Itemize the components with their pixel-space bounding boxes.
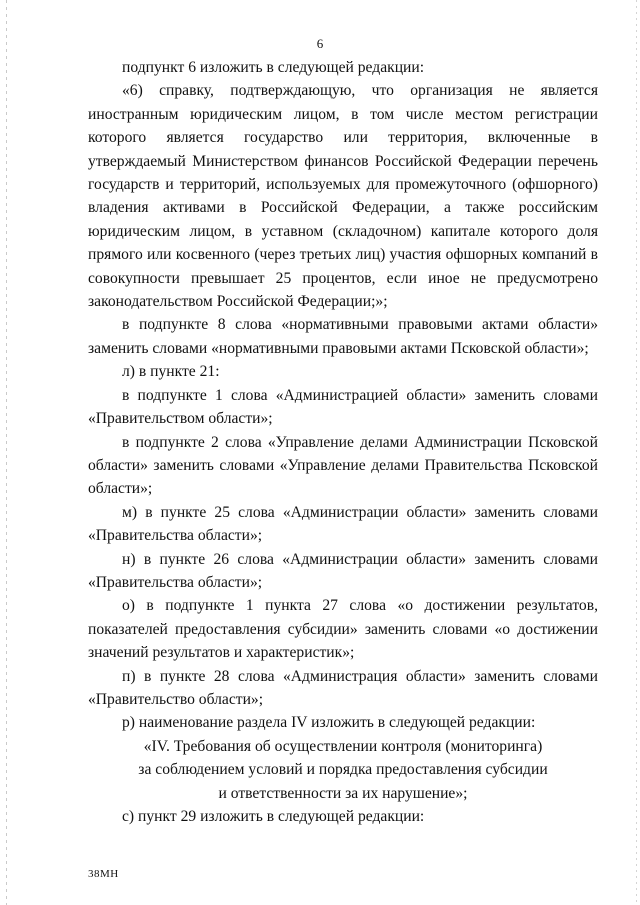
paragraph-item-s: с) пункт 29 изложить в следующей редакции: xyxy=(122,808,425,825)
footer-document-code: 38МН xyxy=(88,868,119,880)
paragraph-subpoint-8: в подпункте 8 слова «нормативными правовыми актами области» заменить словами «нормативными правовыми актами Псковской области»; xyxy=(88,316,598,357)
paragraph-subpoint-6-text: «6) справку, подтверждающую, что организация не является иностранным юридическим лицом, в том числе местом регистрации которого является государство или территория, включенные в утверждаемый Министерством финансов Российской Федерации перечень государств и территорий, используемых для промежуточного (офшорного) владения активами в Российской Федерации, а также российским юридическим лицом, в уставном (складочном) капитале которого доля прямого или косвенного (через третьих лиц) участия офшорных компаний в совокупности превышает 25 процентов, если иное не предусмотрено законодательством Российской Федерации;»; xyxy=(88,82,598,311)
paragraph-item-p: п) в пункте 28 слова «Администрация области» заменить словами «Правительство области»; xyxy=(88,667,598,708)
paragraph-item-l: л) в пункте 21: xyxy=(122,363,220,381)
section-heading-line-1: «IV. Требования об осуществлении контроля (мониторинга) xyxy=(143,737,543,755)
paragraph-subpoint-6-intro: подпункт 6 изложить в следующей редакции: xyxy=(122,59,425,76)
scan-edge-left xyxy=(6,0,7,905)
paragraph-item-o: о) в подпункте 1 пункта 27 слова «о достижении результатов, показателей предоставления субсидии» заменить словами «о достижении значений результатов и характеристик»; xyxy=(88,597,598,662)
paragraph-item-m: м) в пункте 25 слова «Администрации области» заменить словами «Правительства области»; xyxy=(88,503,598,545)
page-number: 6 xyxy=(316,36,324,51)
section-heading-line-3: и ответственности за их нарушение»; xyxy=(218,784,468,802)
paragraph-item-n: н) в пункте 26 слова «Администрации области» заменить словами «Правительства области»; xyxy=(88,550,598,591)
paragraph-item-l-sub2: в подпункте 2 слова «Управление делами Администрации Псковской области» заменить словами «Управление делами Правительства Псковской области»; xyxy=(88,433,598,498)
document-body xyxy=(88,56,598,828)
scan-edge-right xyxy=(636,0,637,905)
section-heading-line-2: за соблюдением условий и порядка предоставления субсидии xyxy=(138,761,548,779)
paragraph-item-r: р) наименование раздела IV изложить в следующей редакции: xyxy=(122,714,536,732)
paragraph-item-l-sub1: в подпункте 1 слова «Администрацией области» заменить словами «Правительством области»; xyxy=(88,386,598,428)
